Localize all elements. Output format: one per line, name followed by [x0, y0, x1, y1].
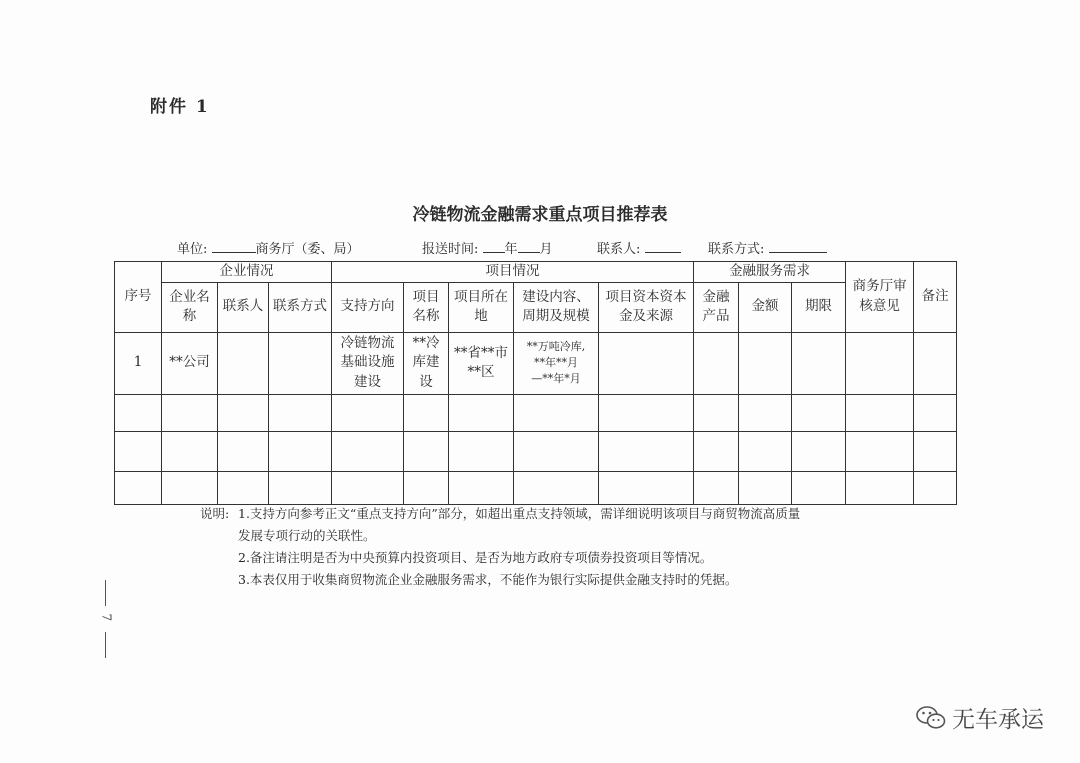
header-group-finance: 金融服务需求 [694, 262, 846, 283]
cell-project-name: **冷库建设 [404, 332, 449, 394]
header-amount: 金额 [739, 282, 792, 332]
construction-line-2: **年**月 [534, 356, 579, 370]
table-row [115, 471, 957, 504]
table-row [115, 332, 957, 394]
watermark [916, 701, 1044, 734]
header-contact-person: 联系人 [218, 282, 269, 332]
cell-review [846, 332, 914, 394]
table-row [115, 394, 957, 431]
header-row [115, 282, 957, 332]
header-direction: 支持方向 [332, 282, 404, 332]
table-row [115, 431, 957, 471]
page-number-mark [100, 580, 112, 658]
contact-person-field [597, 238, 681, 257]
header-company-name: 企业名称 [162, 282, 218, 332]
attachment-label: 附件 1 [150, 97, 210, 117]
notes-label: 说明: [200, 506, 230, 521]
recommendation-table [114, 261, 957, 505]
contact-method-field [708, 238, 827, 257]
header-project-name: 项目名称 [404, 282, 449, 332]
cell-construction [514, 332, 599, 394]
contact-method-label: 联系方式: [708, 242, 765, 257]
unit-blank [212, 239, 256, 253]
cell-capital [599, 332, 694, 394]
header-capital: 项目资本资本金及来源 [599, 282, 694, 332]
unit-field [177, 238, 360, 257]
wechat-icon [916, 705, 946, 731]
note-3-text: 3.本表仅用于收集商贸物流企业金融服务需求，不能作为银行实际提供金融支持时的凭据。 [238, 571, 738, 587]
header-construction: 建设内容、周期及规模 [514, 282, 599, 332]
cell-amount [739, 332, 792, 394]
table-title: 冷链物流金融需求重点项目推荐表 [412, 205, 668, 225]
note-2-text: 2.备注请注明是否为中央预算内投资项目、是否为地方政府专项债券投资项目等情况。 [238, 549, 713, 565]
month-blank [518, 239, 540, 253]
notes-section [200, 503, 800, 591]
contact-person-label: 联系人: [597, 242, 641, 257]
cell-product [694, 332, 739, 394]
construction-line-1: **万吨冷库, [526, 340, 586, 354]
header-product: 金融产品 [694, 282, 739, 332]
note-1-cont-text: 发展专项行动的关联性。 [238, 527, 376, 543]
cell-contact-person [218, 332, 269, 394]
cell-direction: 冷链物流基础设施建设 [332, 332, 404, 394]
header-group-row [115, 262, 957, 283]
submit-time-field [422, 238, 553, 257]
year-label: 年 [504, 242, 518, 257]
header-seq: 序号 [115, 262, 162, 333]
construction-line-3: —**年*月 [531, 372, 581, 386]
cell-company: **公司 [162, 332, 218, 394]
header-remarks: 备注 [914, 262, 957, 333]
page-dash-top [105, 580, 106, 606]
note-3 [200, 569, 800, 591]
header-group-enterprise: 企业情况 [162, 262, 332, 283]
header-location: 项目所在地 [449, 282, 514, 332]
contact-person-blank [645, 239, 681, 253]
note-2 [200, 547, 800, 569]
page-dash-bottom [105, 632, 106, 658]
cell-seq: 1 [115, 332, 162, 394]
cell-remarks [914, 332, 957, 394]
month-label: 月 [539, 242, 553, 257]
unit-suffix: 商务厅（委、局） [255, 242, 360, 257]
note-1-cont [200, 525, 800, 547]
page-number: 7 [99, 613, 114, 622]
cell-term [792, 332, 846, 394]
contact-method-blank [769, 239, 827, 253]
cell-contact-method [269, 332, 332, 394]
note-1 [200, 503, 800, 525]
header-contact-method: 联系方式 [269, 282, 332, 332]
year-blank [483, 239, 505, 253]
note-1-text: 1.支持方向参考正文“重点支持方向”部分，如超出重点支持领域，需详细说明该项目与商贸物流高质量 [238, 506, 801, 521]
cell-location: **省**市**区 [449, 332, 514, 394]
unit-label: 单位: [177, 242, 208, 257]
header-group-project: 项目情况 [332, 262, 694, 283]
submit-time-label: 报送时间: [422, 242, 479, 257]
header-term: 期限 [792, 282, 846, 332]
watermark-text: 无车承运 [952, 707, 1044, 733]
header-review: 商务厅审核意见 [846, 262, 914, 333]
